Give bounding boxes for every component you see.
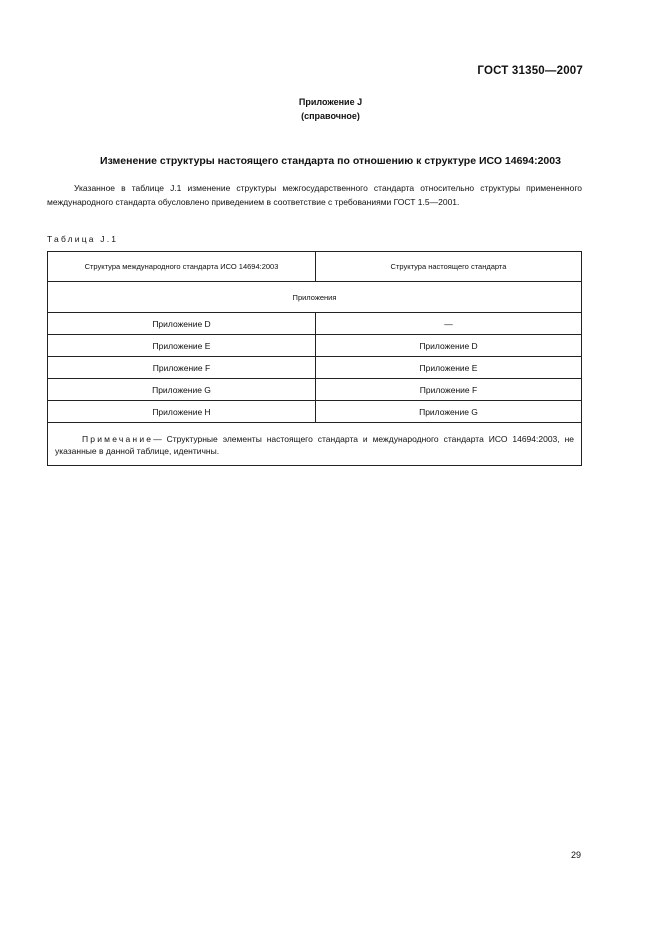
appendix-subtitle: (справочное)	[301, 111, 360, 121]
appendix-title: Приложение J	[298, 97, 363, 107]
table-cell: Приложение F	[316, 379, 582, 401]
table-note	[48, 423, 582, 466]
structure-comparison-table	[47, 251, 582, 466]
table-row	[48, 313, 582, 335]
column-header-international: Структура международного стандарта ИСО 14694:2003	[48, 252, 316, 282]
table-header-row	[48, 252, 582, 282]
table-group-row	[48, 282, 582, 313]
table-cell: —	[316, 313, 582, 335]
table-row	[48, 401, 582, 423]
table-note-row	[48, 423, 582, 466]
table-caption: Таблица J.1	[47, 234, 119, 244]
standard-number: ГОСТ 31350—2007	[477, 65, 583, 77]
table-cell: Приложение G	[48, 379, 316, 401]
table-cell: Приложение D	[316, 335, 582, 357]
table-cell: Приложение F	[48, 357, 316, 379]
table-cell: Приложение E	[48, 335, 316, 357]
appendix-title-block	[0, 95, 661, 123]
table-row	[48, 357, 582, 379]
table-row	[48, 335, 582, 357]
table-row	[48, 379, 582, 401]
table-cell: Приложение E	[316, 357, 582, 379]
note-label: Примечание	[82, 434, 154, 444]
note-text: — Структурные элементы настоящего стандарта и международного стандарта ИСО 14694:2003, не указанные в данной таблице, идентичны.	[55, 434, 574, 456]
page-number: 29	[570, 850, 581, 860]
section-heading: Изменение структуры настоящего стандарта по отношению к структуре ИСО 14694:2003	[100, 155, 561, 167]
group-label: Приложения	[48, 282, 582, 313]
column-header-national: Структура настоящего стандарта	[316, 252, 582, 282]
table-cell: Приложение D	[48, 313, 316, 335]
intro-paragraph: Указанное в таблице J.1 изменение структуры межгосударственного стандарта относительно структуры примененного международного стандарта обусловлено приведением в соответствие с требованиями ГОСТ 1.5—2001.	[47, 183, 582, 207]
table-cell: Приложение G	[316, 401, 582, 423]
table-cell: Приложение H	[48, 401, 316, 423]
